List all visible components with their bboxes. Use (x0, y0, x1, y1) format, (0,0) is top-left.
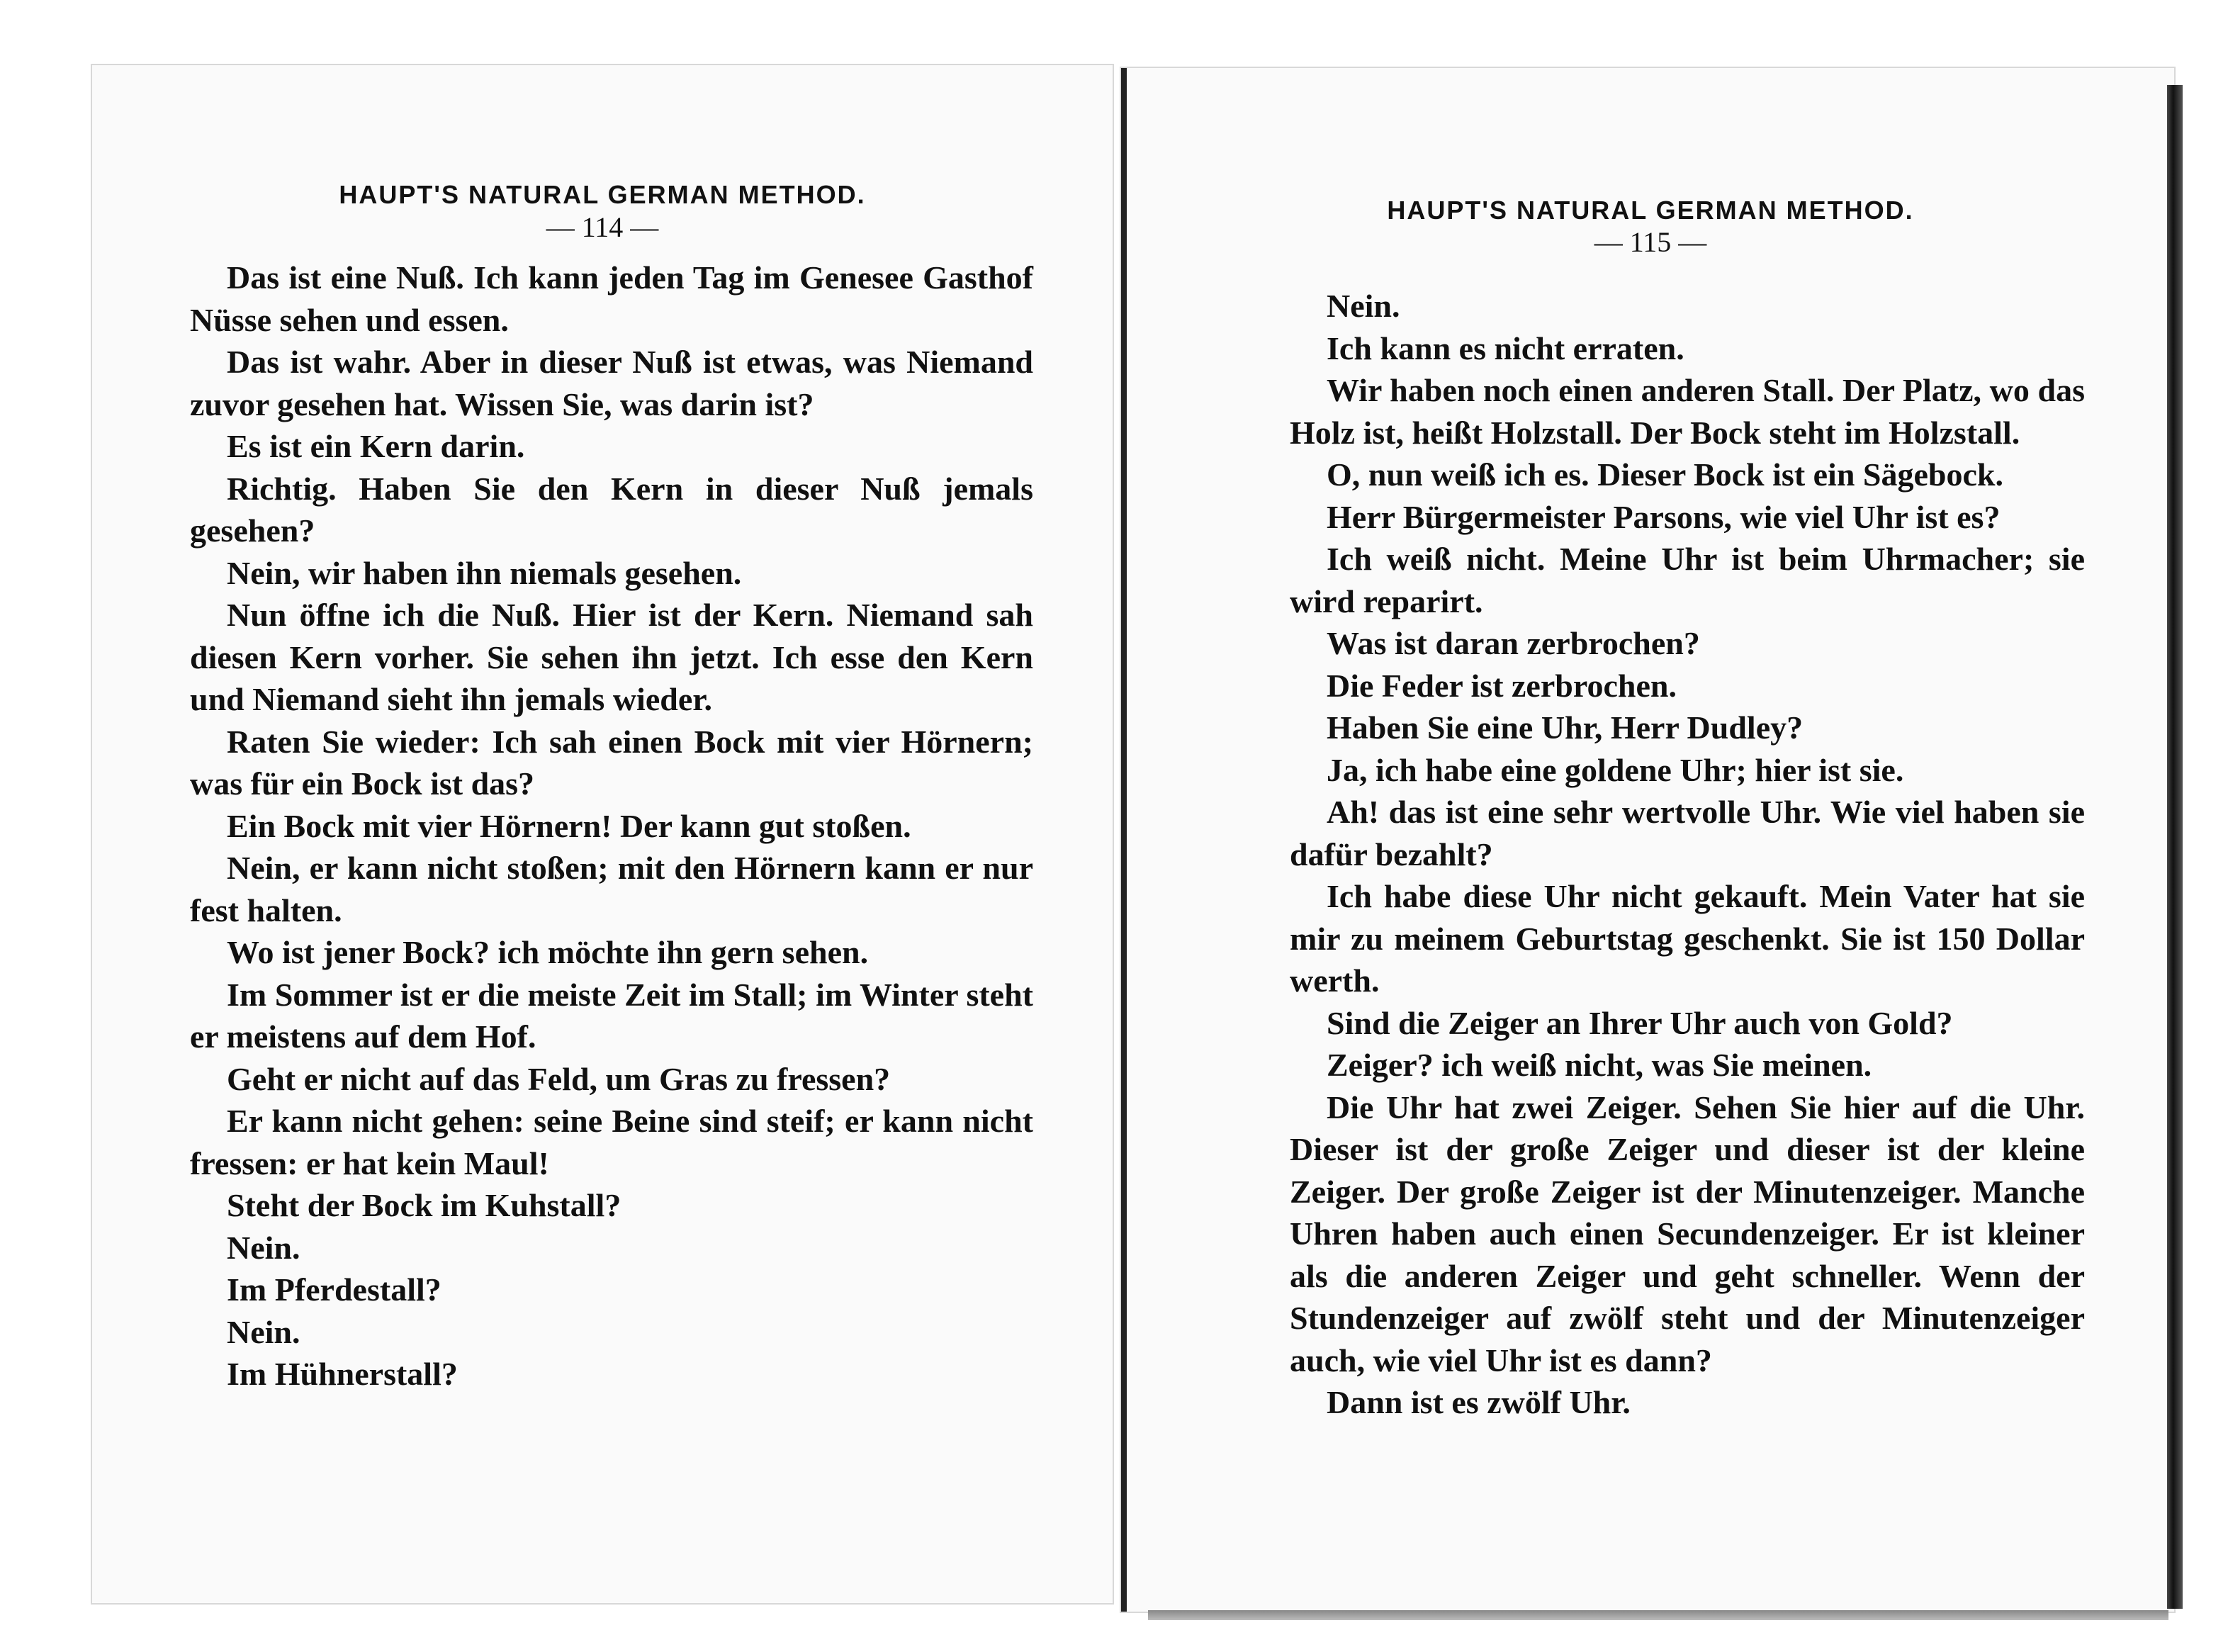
paragraph: Im Pferdestall? (227, 1271, 441, 1308)
paragraph: Was ist daran zerbrochen? (1327, 625, 1700, 661)
paragraph: Zeiger? ich weiß nicht, was Sie meinen. (1327, 1047, 1872, 1083)
paragraph: Er kann nicht gehen: seine Beine sind steif; er kann nicht fressen: er hat kein Maul! (190, 1103, 1033, 1181)
paragraph: Das ist wahr. Aber in dieser Nuß ist etwas, was Niemand zuvor gesehen hat. Wissen Sie, was darin ist? (190, 344, 1033, 422)
paragraph: Nein. (227, 1229, 300, 1266)
running-header: HAUPT'S NATURAL GERMAN METHOD. (1387, 196, 1914, 225)
paragraph: Richtig. Haben Sie den Kern in dieser Nuß jemals gesehen? (190, 470, 1033, 549)
paragraph: Wo ist jener Bock? ich möchte ihn gern sehen. (227, 934, 869, 970)
paragraph: Nun öffne ich die Nuß. Hier ist der Kern. Niemand sah diesen Kern vorher. Sie sehen ihn jetzt. Ich esse den Kern und Niemand sieht ihn jemals wieder. (190, 597, 1033, 717)
paragraph: Ein Bock mit vier Hörnern! Der kann gut stoßen. (227, 807, 911, 844)
paragraph: Die Uhr hat zwei Zeiger. Sehen Sie hier auf die Uhr. Dieser ist der große Zeiger und dieser ist der kleine Zeiger. Der große Zeiger ist der Minutenzeiger. Manche Uhren haben auch einen Secundenzeiger. Er ist kleiner als die anderen Zeiger und geht schneller. Wenn der Stundenzeiger auf zwölf steht und der Minutenzeiger auch, wie viel Uhr ist es dann? (1290, 1089, 2085, 1378)
paragraph: Nein, er kann nicht stoßen; mit den Hörnern kann er nur fest halten. (190, 850, 1033, 928)
page-body (1290, 285, 2085, 1424)
right-page (1121, 68, 2174, 1612)
paragraph: Im Sommer ist er die meiste Zeit im Stall; im Winter steht er meistens auf dem Hof. (190, 976, 1033, 1055)
page-stack-edge (2167, 85, 2183, 1609)
paragraph: Geht er nicht auf das Feld, um Gras zu fressen? (227, 1060, 891, 1097)
paragraph: Steht der Bock im Kuhstall? (227, 1187, 621, 1223)
paragraph: Ah! das ist eine sehr wertvolle Uhr. Wie viel haben sie dafür bezahlt? (1290, 794, 2085, 872)
paragraph: Nein. (227, 1313, 300, 1350)
paragraph: Es ist ein Kern darin. (227, 428, 525, 464)
page-stack-bottom (1148, 1610, 2168, 1620)
paragraph: Wir haben noch einen anderen Stall. Der Platz, wo das Holz ist, heißt Holzstall. Der Bock steht im Holzstall. (1290, 372, 2085, 451)
paragraph: Sind die Zeiger an Ihrer Uhr auch von Gold? (1327, 1004, 1953, 1041)
paragraph: Haben Sie eine Uhr, Herr Dudley? (1327, 709, 1804, 746)
paragraph: Ich habe diese Uhr nicht gekauft. Mein Vater hat sie mir zu meinem Geburtstag geschenkt. Sie ist 150 Dollar werth. (1290, 878, 2085, 999)
paragraph: Dann ist es zwölf Uhr. (1327, 1384, 1631, 1420)
left-page (92, 65, 1113, 1603)
paragraph: Herr Bürgermeister Parsons, wie viel Uhr ist es? (1327, 498, 2001, 535)
paragraph: Raten Sie wieder: Ich sah einen Bock mit vier Hörnern; was für ein Bock ist das? (190, 723, 1033, 802)
page-number: — 115 — (1594, 226, 1707, 258)
paragraph: Ich kann es nicht erraten. (1327, 330, 1684, 366)
paragraph: Nein, wir haben ihn niemals gesehen. (227, 554, 742, 591)
paragraph: Die Feder ist zerbrochen. (1327, 667, 1677, 704)
page-body (190, 257, 1033, 1395)
paragraph: Das ist eine Nuß. Ich kann jeden Tag im Genesee Gasthof Nüsse sehen und essen. (190, 259, 1033, 338)
paragraph: Nein. (1327, 288, 1400, 324)
page-number: — 114 — (546, 211, 659, 243)
paragraph: Ich weiß nicht. Meine Uhr ist beim Uhrmacher; sie wird reparirt. (1290, 541, 2085, 619)
running-header: HAUPT'S NATURAL GERMAN METHOD. (339, 180, 866, 209)
paragraph: O, nun weiß ich es. Dieser Bock ist ein Sägebock. (1327, 456, 2003, 493)
paragraph: Im Hühnerstall? (227, 1356, 458, 1392)
paragraph: Ja, ich habe eine goldene Uhr; hier ist sie. (1327, 751, 1904, 788)
